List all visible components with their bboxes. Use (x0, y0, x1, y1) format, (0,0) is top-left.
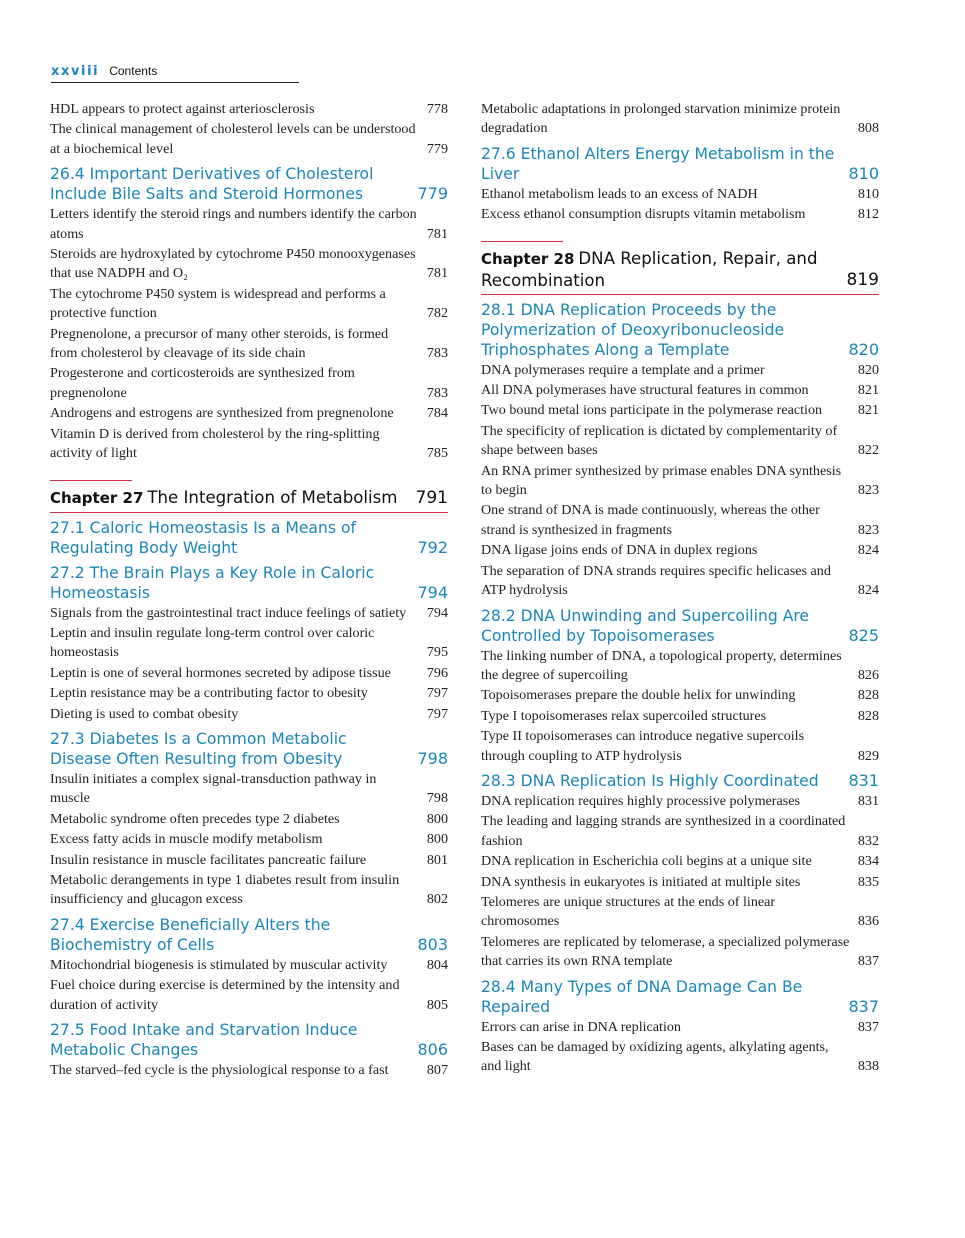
toc-entry (481, 707, 879, 726)
section-page-number: 831 (848, 770, 879, 790)
toc-section (481, 771, 879, 791)
entry-title: An RNA primer synthesized by primase enables DNA synthesis to begin (481, 462, 842, 499)
toc-section (481, 144, 879, 184)
toc-entry (481, 686, 879, 705)
entry-title: Androgens and estrogens are synthesized from pregnenolone (50, 405, 394, 422)
entry-page-number: 802 (426, 891, 448, 908)
chapter-text: The Integration of Metabolism (147, 487, 398, 507)
entry-title: The leading and lagging strands are synthesized in a coordinated fashion (481, 813, 846, 849)
entry-page-number: 812 (857, 206, 879, 223)
entry-title: Topoisomerases prepare the double helix for unwinding (481, 687, 796, 704)
section-title: 28.2 DNA Unwinding and Supercoiling Are Controlled by Topoisomerases (481, 606, 810, 645)
toc-section (481, 300, 879, 360)
entry-page-number: 781 (426, 225, 448, 242)
toc-entry (481, 647, 879, 686)
entry-page-number: 804 (426, 956, 448, 973)
toc-entry (50, 1061, 448, 1080)
chapter-page-number: 819 (846, 269, 879, 290)
entry-title: Metabolic derangements in type 1 diabetes result from insulin insufficiency and glucagon excess (50, 871, 400, 908)
toc-entry (50, 851, 448, 870)
entry-title: Type II topoisomerases can introduce negative supercoils through coupling to ATP hydrolysis (481, 728, 805, 764)
entry-title: The cytochrome P450 system is widespread and performs a protective function (50, 285, 386, 322)
entry-title: Dieting is used to combat obesity (50, 705, 239, 722)
entry-page-number: 826 (857, 666, 879, 683)
toc-chapter (50, 480, 448, 513)
toc-entry (50, 976, 448, 1015)
entry-page-number: 824 (857, 542, 879, 559)
toc-section (50, 1020, 448, 1060)
entry-title: Progesterone and corticosteroids are synthesized from pregnenolone (50, 365, 355, 401)
entry-page-number: 837 (857, 953, 879, 970)
toc-section (50, 164, 448, 204)
toc-entry (481, 541, 879, 560)
entry-page-number: 800 (426, 810, 448, 827)
entry-title: HDL appears to protect against arteriosclerosis (50, 101, 315, 117)
entry-page-number: 821 (857, 382, 879, 399)
entry-page-number: 782 (426, 305, 448, 322)
toc-entry (50, 120, 448, 159)
entry-title: Leptin and insulin regulate long-term control over caloric homeostasis (50, 624, 375, 661)
entry-title: Excess ethanol consumption disrupts vitamin metabolism (481, 206, 806, 223)
toc-section (481, 977, 879, 1017)
toc-entry (481, 381, 879, 400)
section-title: 27.6 Ethanol Alters Energy Metabolism in the Liver (481, 144, 835, 183)
left-column (50, 100, 448, 1081)
entry-page-number: 795 (426, 644, 448, 661)
section-page-number: 837 (848, 996, 879, 1016)
entry-title: The specificity of replication is dictated by complementarity of shape between bases (481, 422, 838, 459)
toc-entry (50, 664, 448, 683)
entry-title: The starved–fed cycle is the physiological response to a fast (50, 1062, 389, 1078)
entry-title: DNA synthesis in eukaryotes is initiated at multiple sites (481, 873, 801, 890)
entry-title: Metabolic adaptations in prolonged starvation minimize protein degradation (481, 101, 841, 137)
entry-title: Leptin is one of several hormones secreted by adipose tissue (50, 664, 391, 681)
entry-page-number: 823 (857, 482, 879, 499)
entry-page-number: 783 (426, 384, 448, 401)
entry-page-number: 831 (857, 792, 879, 809)
entry-title: DNA replication requires highly processive polymerases (481, 792, 800, 809)
toc-entry (481, 462, 879, 501)
toc-entry (50, 624, 448, 663)
toc-entry (50, 770, 448, 809)
entry-title: Ethanol metabolism leads to an excess of NADH (481, 185, 758, 202)
section-title: 27.2 The Brain Plays a Key Role in Caloric Homeostasis (50, 563, 375, 602)
toc-entry (481, 792, 879, 811)
chapter-label: Chapter 27 (50, 488, 144, 507)
toc-entry (50, 364, 448, 403)
section-page-number: 779 (417, 184, 448, 204)
section-page-number: 792 (417, 537, 448, 557)
section-title: 26.4 Important Derivatives of Cholesterol Include Bile Salts and Steroid Hormones (50, 165, 374, 204)
toc-section (50, 729, 448, 769)
section-title: 27.5 Food Intake and Starvation Induce Metabolic Changes (50, 1021, 358, 1059)
entry-title: The clinical management of cholesterol levels can be understood at a biochemical level (50, 121, 416, 157)
section-page-number: 810 (848, 163, 879, 183)
entry-page-number: 828 (857, 687, 879, 704)
entry-page-number: 807 (426, 1062, 448, 1078)
toc-entry (481, 893, 879, 932)
chapter-title (481, 248, 847, 291)
toc-entry (481, 933, 879, 972)
chapter-label: Chapter 28 (481, 249, 575, 268)
entry-page-number: 801 (426, 851, 448, 868)
entry-page-number: 808 (857, 120, 879, 137)
toc-entry (50, 871, 448, 910)
toc-entry (481, 727, 879, 766)
toc-section (481, 606, 879, 646)
entry-page-number: 779 (426, 140, 448, 157)
entry-page-number: 836 (857, 913, 879, 930)
entry-page-number: 837 (857, 1018, 879, 1035)
header-label: Contents (109, 64, 158, 78)
entry-title: The linking number of DNA, a topological property, determines the degree of supercoiling (481, 647, 842, 683)
toc-entry (50, 604, 448, 623)
entry-page-number: 828 (857, 707, 879, 724)
header-page-number: xxviii (51, 64, 100, 79)
toc-entry (481, 361, 879, 380)
right-column (481, 100, 879, 1078)
entry-title: DNA replication in Escherichia coli begins at a unique site (481, 853, 812, 870)
toc-entry (50, 425, 448, 464)
entry-title: The separation of DNA strands requires specific helicases and ATP hydrolysis (481, 562, 831, 599)
entry-page-number: 797 (426, 705, 448, 722)
toc-entry (50, 810, 448, 829)
entry-page-number: 822 (857, 442, 879, 459)
entry-title: Mitochondrial biogenesis is stimulated by muscular activity (50, 956, 388, 973)
toc-entry (481, 812, 879, 851)
entry-page-number: 835 (857, 873, 879, 890)
toc-entry (50, 205, 448, 244)
section-page-number: 794 (417, 582, 448, 602)
toc-section (50, 915, 448, 955)
entry-title: DNA ligase joins ends of DNA in duplex regions (481, 542, 758, 559)
entry-page-number: 820 (857, 361, 879, 378)
entry-title: Leptin resistance may be a contributing factor to obesity (50, 685, 368, 702)
toc-entry (50, 956, 448, 975)
entry-page-number: 821 (857, 402, 879, 419)
entry-title: Pregnenolone, a precursor of many other steroids, is formed from cholesterol by cleavage of its side chain (50, 325, 389, 362)
entry-page-number: 778 (426, 101, 448, 117)
entry-title: Metabolic syndrome often precedes type 2 diabetes (50, 810, 340, 827)
chapter-text: DNA Replication, Repair, and Recombination (481, 248, 818, 290)
entry-page-number: 834 (857, 853, 879, 870)
toc-entry (50, 285, 448, 324)
section-title: 28.3 DNA Replication Is Highly Coordinated (481, 771, 819, 790)
toc-section (50, 563, 448, 603)
entry-title: Telomeres are replicated by telomerase, a specialized polymerase that carries its own RNA template (481, 933, 850, 970)
toc-chapter (481, 241, 879, 295)
section-title: 27.1 Caloric Homeostasis Is a Means of Regulating Body Weight (50, 518, 356, 557)
entry-title: Type I topoisomerases relax supercoiled structures (481, 707, 767, 724)
toc-entry (50, 705, 448, 724)
entry-page-number: 824 (857, 582, 879, 599)
entry-title: Errors can arise in DNA replication (481, 1018, 681, 1035)
toc-entry (481, 185, 879, 204)
toc-entry (50, 404, 448, 423)
section-title: 27.4 Exercise Beneficially Alters the Biochemistry of Cells (50, 915, 331, 954)
entry-title: One strand of DNA is made continuously, whereas the other strand is synthesized in fragments (481, 502, 820, 538)
section-title: 28.1 DNA Replication Proceeds by the Polymerization of Deoxyribonucleoside Triphosphates Along a Template (481, 300, 785, 359)
entry-page-number: 823 (857, 521, 879, 538)
entry-page-number: 781 (426, 265, 448, 282)
entry-title: Two bound metal ions participate in the polymerase reaction (481, 402, 823, 419)
entry-title: DNA polymerases require a template and a primer (481, 361, 765, 378)
toc-entry (481, 401, 879, 420)
toc-entry (481, 562, 879, 601)
toc-entry (481, 1018, 879, 1037)
entry-title: Insulin initiates a complex signal-transduction pathway in muscle (50, 770, 377, 807)
section-page-number: 803 (417, 934, 448, 954)
chapter-page-number: 791 (415, 487, 448, 508)
toc-entry (50, 684, 448, 703)
section-page-number: 825 (848, 625, 879, 645)
toc-entry (481, 501, 879, 540)
running-header (51, 62, 299, 83)
toc-entry (50, 100, 448, 119)
entry-page-number: 805 (426, 996, 448, 1013)
section-title: 28.4 Many Types of DNA Damage Can Be Repaired (481, 977, 803, 1016)
toc-section (50, 518, 448, 558)
entry-title: Vitamin D is derived from cholesterol by the ring-splitting activity of light (50, 425, 380, 462)
entry-page-number: 784 (426, 405, 448, 422)
entry-page-number: 829 (857, 747, 879, 764)
entry-page-number: 796 (426, 664, 448, 681)
entry-title: Steroids are hydroxylated by cytochrome P450 monooxygenases that use NADPH and O₂ (50, 246, 416, 282)
section-page-number: 820 (848, 339, 879, 359)
entry-page-number: 783 (426, 345, 448, 362)
entry-title: Excess fatty acids in muscle modify metabolism (50, 831, 323, 848)
toc-entry (481, 1038, 879, 1077)
toc-entry (481, 422, 879, 461)
toc-entry (50, 245, 448, 284)
toc-entry (481, 873, 879, 892)
section-page-number: 806 (417, 1040, 448, 1059)
entry-title: Bases can be damaged by oxidizing agents, alkylating agents, and light (481, 1039, 829, 1075)
entry-page-number: 838 (857, 1058, 879, 1075)
entry-page-number: 797 (426, 685, 448, 702)
toc-entry (50, 325, 448, 364)
section-title: 27.3 Diabetes Is a Common Metabolic Disease Often Resulting from Obesity (50, 729, 347, 768)
toc-entry (481, 852, 879, 871)
entry-title: Signals from the gastrointestinal tract induce feelings of satiety (50, 604, 407, 621)
entry-title: All DNA polymerases have structural features in common (481, 382, 809, 399)
section-page-number: 798 (417, 748, 448, 768)
entry-title: Letters identify the steroid rings and numbers identify the carbon atoms (50, 206, 417, 242)
toc-entry (481, 100, 879, 139)
entry-page-number: 800 (426, 831, 448, 848)
entry-page-number: 832 (857, 832, 879, 849)
entry-title: Telomeres are unique structures at the ends of linear chromosomes (481, 893, 776, 930)
toc-entry (481, 205, 879, 224)
entry-title: Fuel choice during exercise is determined by the intensity and duration of activity (50, 977, 400, 1013)
toc-entry (50, 830, 448, 849)
chapter-title (50, 487, 416, 509)
entry-page-number: 798 (426, 790, 448, 807)
entry-page-number: 794 (426, 604, 448, 621)
entry-page-number: 810 (857, 185, 879, 202)
entry-title: Insulin resistance in muscle facilitates pancreatic failure (50, 851, 367, 868)
entry-page-number: 785 (426, 445, 448, 462)
